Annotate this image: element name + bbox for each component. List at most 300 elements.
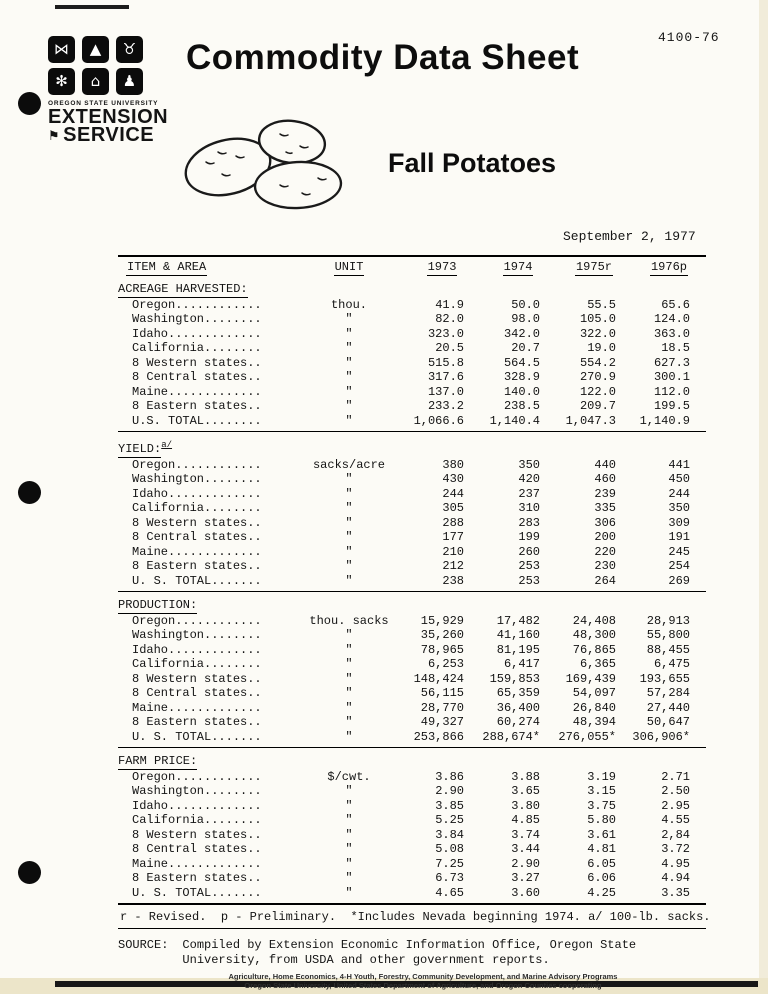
row-label: 8 Eastern states.. [132,871,262,885]
table-row [118,312,706,327]
row-unit: " [345,671,353,686]
table-row [118,871,706,886]
potatoes-illustration [180,112,352,218]
row-value: 328.9 [503,370,540,384]
row-value: 430 [442,472,464,486]
date: September 2, 1977 [563,229,696,244]
row-value: 245 [668,544,690,559]
row-value: 60,274 [496,715,540,729]
row-unit: " [345,472,353,486]
row-unit: " [345,384,353,399]
row-value: 450 [668,472,690,486]
row-label: 8 Western states.. [132,827,262,842]
row-value: 238.5 [503,399,540,413]
row-value: 5.25 [435,813,464,827]
row-value: 3.44 [511,842,540,856]
row-unit: " [345,355,353,370]
doc-number: 4100-76 [658,30,720,45]
row-label: U.S. TOTAL........ [132,413,262,428]
row-value: 283 [518,515,540,530]
row-unit: " [345,856,353,871]
fine-print [118,972,673,990]
row-value: 310 [518,501,540,515]
row-value: 350 [518,457,540,472]
column-header: 1976p [650,260,687,274]
row-value: 306,906* [632,729,690,744]
section-title: ACREAGE HARVESTED: [118,282,248,296]
row-value: 260 [518,544,540,559]
row-unit: sacks/acre [312,457,385,472]
row-value: 209.7 [579,399,616,413]
row-label: Washington........ [132,312,262,326]
row-value: 4.81 [587,842,616,856]
row-value: 238 [442,573,464,588]
row-value: 342.0 [503,326,540,341]
tree-icon: ▲ [82,36,109,63]
row-value: 6.06 [587,871,616,885]
table-row [118,341,706,356]
row-unit: " [345,715,353,729]
row-unit: " [345,729,353,744]
row-value: 24,408 [572,613,616,628]
row-value: 2.71 [661,769,690,784]
table-row [118,385,706,400]
section-title-row [118,748,706,770]
logo-pictogram-row-1 [48,36,188,63]
row-unit: " [345,501,353,515]
row-unit: $/cwt. [327,769,371,784]
row-label: U. S. TOTAL....... [132,885,262,900]
row-value: 49,327 [420,715,464,729]
row-value: 363.0 [653,326,690,341]
table-row [118,559,706,574]
row-value: 55,800 [646,628,690,642]
table-row [118,614,706,629]
table-row [118,628,706,643]
row-value: 460 [594,472,616,486]
row-value: 65.6 [661,297,690,312]
row-value: 3.86 [435,769,464,784]
row-value: 323.0 [427,326,464,341]
table-row [118,886,706,905]
row-label: Oregon............ [132,297,262,312]
row-value: 137.0 [427,384,464,399]
section-footnote-marker: a/ [161,440,173,450]
hole-punch [18,481,41,504]
row-value: 48,394 [572,715,616,729]
table-row [118,501,706,516]
row-value: 6,253 [427,657,464,671]
row-value: 27,440 [646,700,690,715]
section-title: PRODUCTION: [118,598,198,612]
row-value: 169,439 [565,671,616,686]
row-label: 8 Eastern states.. [132,715,262,729]
section-title-row [118,592,706,614]
row-value: 5.80 [587,813,616,827]
row-value: 4.94 [661,871,690,885]
row-value: 3.80 [511,798,540,813]
logo-extension-text: EXTENSION [48,106,169,128]
row-value: 554.2 [579,355,616,370]
row-value: 2.90 [435,784,464,798]
row-value: 1,047.3 [565,413,616,428]
row-label: California........ [132,657,262,671]
row-value: 288,674* [482,729,540,744]
table-row [118,458,706,473]
table-row [118,545,706,560]
osu-extension-logo [48,36,188,145]
row-label: 8 Western states.. [132,671,262,686]
table-row [118,399,706,414]
fine-print-line-2: Oregon State University, United States Department of Agriculture, and Oregon Counties cooperating [244,981,602,990]
row-value: 7.25 [435,856,464,871]
row-unit: " [345,885,353,900]
table-section [118,276,706,432]
row-value: 3.75 [587,798,616,813]
row-value: 270.9 [579,370,616,384]
row-label: Oregon............ [132,769,262,784]
table-row [118,730,706,748]
row-value: 105.0 [579,312,616,326]
row-value: 2.90 [511,856,540,871]
row-label: Washington........ [132,472,262,486]
hole-punch [18,92,41,115]
row-label: Washington........ [132,628,262,642]
table-row [118,799,706,814]
column-header: ITEM & AREA [127,260,207,274]
row-value: 19.0 [587,341,616,355]
row-unit: " [345,700,353,715]
row-unit: " [345,515,353,530]
fish-icon: ⋈ [48,36,75,63]
row-value: 4.25 [587,885,616,900]
row-value: 1,140.4 [489,413,540,428]
row-unit: " [345,370,353,384]
row-value: 220 [594,544,616,559]
row-unit: " [345,642,353,657]
row-unit: " [345,813,353,827]
row-value: 81,195 [496,642,540,657]
source-label: SOURCE: [118,938,169,952]
table-row [118,672,706,687]
row-value: 1,066.6 [413,413,464,428]
row-value: 76,865 [572,642,616,657]
column-header: UNIT [334,260,364,274]
row-value: 564.5 [503,355,540,370]
scan-edge-right [759,0,768,994]
row-value: 335 [594,501,616,515]
row-label: Maine............. [132,544,262,559]
row-unit: " [345,399,353,413]
row-value: 515.8 [427,355,464,370]
content-column [118,255,711,990]
row-value: 6.05 [587,856,616,871]
footnote: r - Revised. p - Preliminary. *Includes Nevada beginning 1974. a/ 100-lb. sacks. [118,908,706,929]
row-label: U. S. TOTAL....... [132,729,262,744]
row-value: 57,284 [646,686,690,700]
row-value: 230 [594,559,616,573]
table-row [118,784,706,799]
row-value: 3.60 [511,885,540,900]
row-value: 36,400 [496,700,540,715]
row-label: Maine............. [132,856,262,871]
logo-university-text: OREGON STATE UNIVERSITY [48,100,159,107]
row-value: 199.5 [653,399,690,413]
row-value: 309 [668,515,690,530]
row-value: 3.61 [587,827,616,842]
row-unit: " [345,628,353,642]
row-unit: " [345,486,353,501]
section-title: FARM PRICE: [118,754,198,768]
row-value: 199 [518,530,540,544]
row-value: 420 [518,472,540,486]
table-row [118,686,706,701]
table-section [118,592,706,748]
row-value: 3.88 [511,769,540,784]
source-text: Compiled by Extension Economic Information Office, Oregon State University, from USDA and other government reports. [182,938,637,967]
column-header: 1974 [503,260,533,274]
row-label: Maine............. [132,700,262,715]
row-unit: " [345,657,353,671]
row-value: 98.0 [511,312,540,326]
row-label: U. S. TOTAL....... [132,573,262,588]
row-value: 78,965 [420,642,464,657]
flag-icon: ⚑ [48,128,61,143]
table-row [118,298,706,313]
row-value: 6,365 [579,657,616,671]
row-label: Idaho............. [132,486,262,501]
row-unit: " [345,530,353,544]
logo-pictogram-row-2 [48,68,188,95]
row-value: 15,929 [420,613,464,628]
row-value: 233.2 [427,399,464,413]
row-value: 3.74 [511,827,540,842]
row-label: 8 Central states.. [132,530,262,544]
row-value: 88,455 [646,642,690,657]
row-value: 65,359 [496,686,540,700]
row-label: Idaho............. [132,798,262,813]
row-value: 244 [668,486,690,501]
section-title: YIELD: [118,442,162,456]
logo-service-line [48,126,188,145]
row-value: 35,260 [420,628,464,642]
row-value: 3.19 [587,769,616,784]
row-value: 3.27 [511,871,540,885]
row-unit: " [345,341,353,355]
table-row [118,842,706,857]
source-block [118,938,706,967]
hole-punch [18,861,41,884]
row-label: 8 Eastern states.. [132,399,262,413]
row-value: 2.50 [661,784,690,798]
row-value: 5.08 [435,842,464,856]
section-title-row [118,276,706,298]
row-label: 8 Western states.. [132,355,262,370]
table-header [118,256,706,276]
row-value: 253,866 [413,729,464,744]
row-value: 239 [594,486,616,501]
row-unit: " [345,871,353,885]
row-value: 210 [442,544,464,559]
row-value: 6,417 [503,657,540,671]
row-unit: " [345,312,353,326]
data-table [118,255,706,905]
row-label: Idaho............. [132,642,262,657]
table-row [118,530,706,545]
table-row [118,487,706,502]
row-label: 8 Central states.. [132,686,262,700]
table-row [118,414,706,432]
row-value: 50.0 [511,297,540,312]
table-section [118,432,706,592]
row-value: 3.15 [587,784,616,798]
row-value: 124.0 [653,312,690,326]
row-value: 112.0 [653,384,690,399]
row-unit: " [345,798,353,813]
table-row [118,643,706,658]
row-label: California........ [132,501,262,515]
row-value: 55.5 [587,297,616,312]
table-row [118,657,706,672]
row-value: 6,475 [653,657,690,671]
row-unit: " [345,686,353,700]
table-row [118,813,706,828]
row-value: 18.5 [661,341,690,355]
family-icon: ✻ [48,68,75,95]
row-value: 306 [594,515,616,530]
table-row [118,701,706,716]
row-value: 1,140.9 [639,413,690,428]
row-value: 253 [518,573,540,588]
row-value: 4.65 [435,885,464,900]
row-unit: " [345,842,353,856]
people-icon: ♟ [116,68,143,95]
row-value: 177 [442,530,464,544]
row-unit: " [345,827,353,842]
row-value: 148,424 [413,671,464,686]
row-value: 193,655 [639,671,690,686]
table-row [118,472,706,487]
row-value: 20.5 [435,341,464,355]
row-label: 8 Eastern states.. [132,559,262,573]
table-row [118,370,706,385]
table-row [118,516,706,531]
row-unit: thou. sacks [309,613,389,628]
row-label: 8 Western states.. [132,515,262,530]
row-value: 276,055* [558,729,616,744]
row-value: 3.84 [435,827,464,842]
row-value: 122.0 [579,384,616,399]
row-label: Maine............. [132,384,262,399]
fine-print-line-1: Agriculture, Home Economics, 4-H Youth, Forestry, Community Development, and Marine Advisory Programs [228,972,618,981]
subtitle: Fall Potatoes [388,148,557,178]
row-value: 317.6 [427,370,464,384]
row-value: 253 [518,559,540,573]
row-value: 264 [594,573,616,588]
livestock-icon: ♉ [116,36,143,63]
table-row [118,356,706,371]
row-value: 54,097 [572,686,616,700]
row-value: 3.35 [661,885,690,900]
row-unit: " [345,784,353,798]
row-value: 300.1 [653,370,690,384]
table-row [118,715,706,730]
row-label: 8 Central states.. [132,370,262,384]
row-value: 200 [594,530,616,544]
column-header: 1973 [427,260,457,274]
row-value: 2,84 [661,827,690,842]
row-unit: " [345,573,353,588]
row-label: Washington........ [132,784,262,798]
row-value: 254 [668,559,690,573]
row-value: 159,853 [489,671,540,686]
row-value: 627.3 [653,355,690,370]
row-label: Oregon............ [132,613,262,628]
logo-service-text: SERVICE [63,124,155,146]
table-row [118,574,706,592]
row-value: 20.7 [511,341,540,355]
row-value: 2.95 [661,798,690,813]
row-value: 441 [668,457,690,472]
row-value: 237 [518,486,540,501]
table-row [118,327,706,342]
row-value: 41.9 [435,297,464,312]
row-value: 56,115 [420,686,464,700]
table-section [118,748,706,905]
table-row [118,857,706,872]
row-value: 41,160 [496,628,540,642]
row-unit: " [345,559,353,573]
row-value: 350 [668,501,690,515]
home-icon: ⌂ [82,68,109,95]
row-value: 288 [442,515,464,530]
row-value: 82.0 [435,312,464,326]
section-title-row [118,432,706,458]
row-unit: thou. [330,297,367,312]
row-value: 6.73 [435,871,464,885]
row-value: 322.0 [579,326,616,341]
row-unit: " [345,326,353,341]
row-label: California........ [132,341,262,355]
row-value: 4.85 [511,813,540,827]
row-value: 4.95 [661,856,690,871]
row-value: 380 [442,457,464,472]
row-value: 305 [442,501,464,515]
scan-mark [55,5,129,9]
row-label: Oregon............ [132,457,262,472]
row-value: 3.72 [661,842,690,856]
row-label: Idaho............. [132,326,262,341]
table-row [118,828,706,843]
row-value: 3.85 [435,798,464,813]
row-value: 191 [668,530,690,544]
row-value: 4.55 [661,813,690,827]
column-header: 1975r [575,260,612,274]
row-label: 8 Central states.. [132,842,262,856]
row-value: 17,482 [496,613,540,628]
page-title: Commodity Data Sheet [186,38,580,77]
row-unit: " [345,544,353,559]
row-value: 26,840 [572,700,616,715]
row-value: 48,300 [572,628,616,642]
row-unit: " [345,413,353,428]
row-label: California........ [132,813,262,827]
row-value: 269 [668,573,690,588]
row-value: 50,647 [646,715,690,729]
row-value: 28,913 [646,613,690,628]
table-row [118,770,706,785]
row-value: 28,770 [420,700,464,715]
